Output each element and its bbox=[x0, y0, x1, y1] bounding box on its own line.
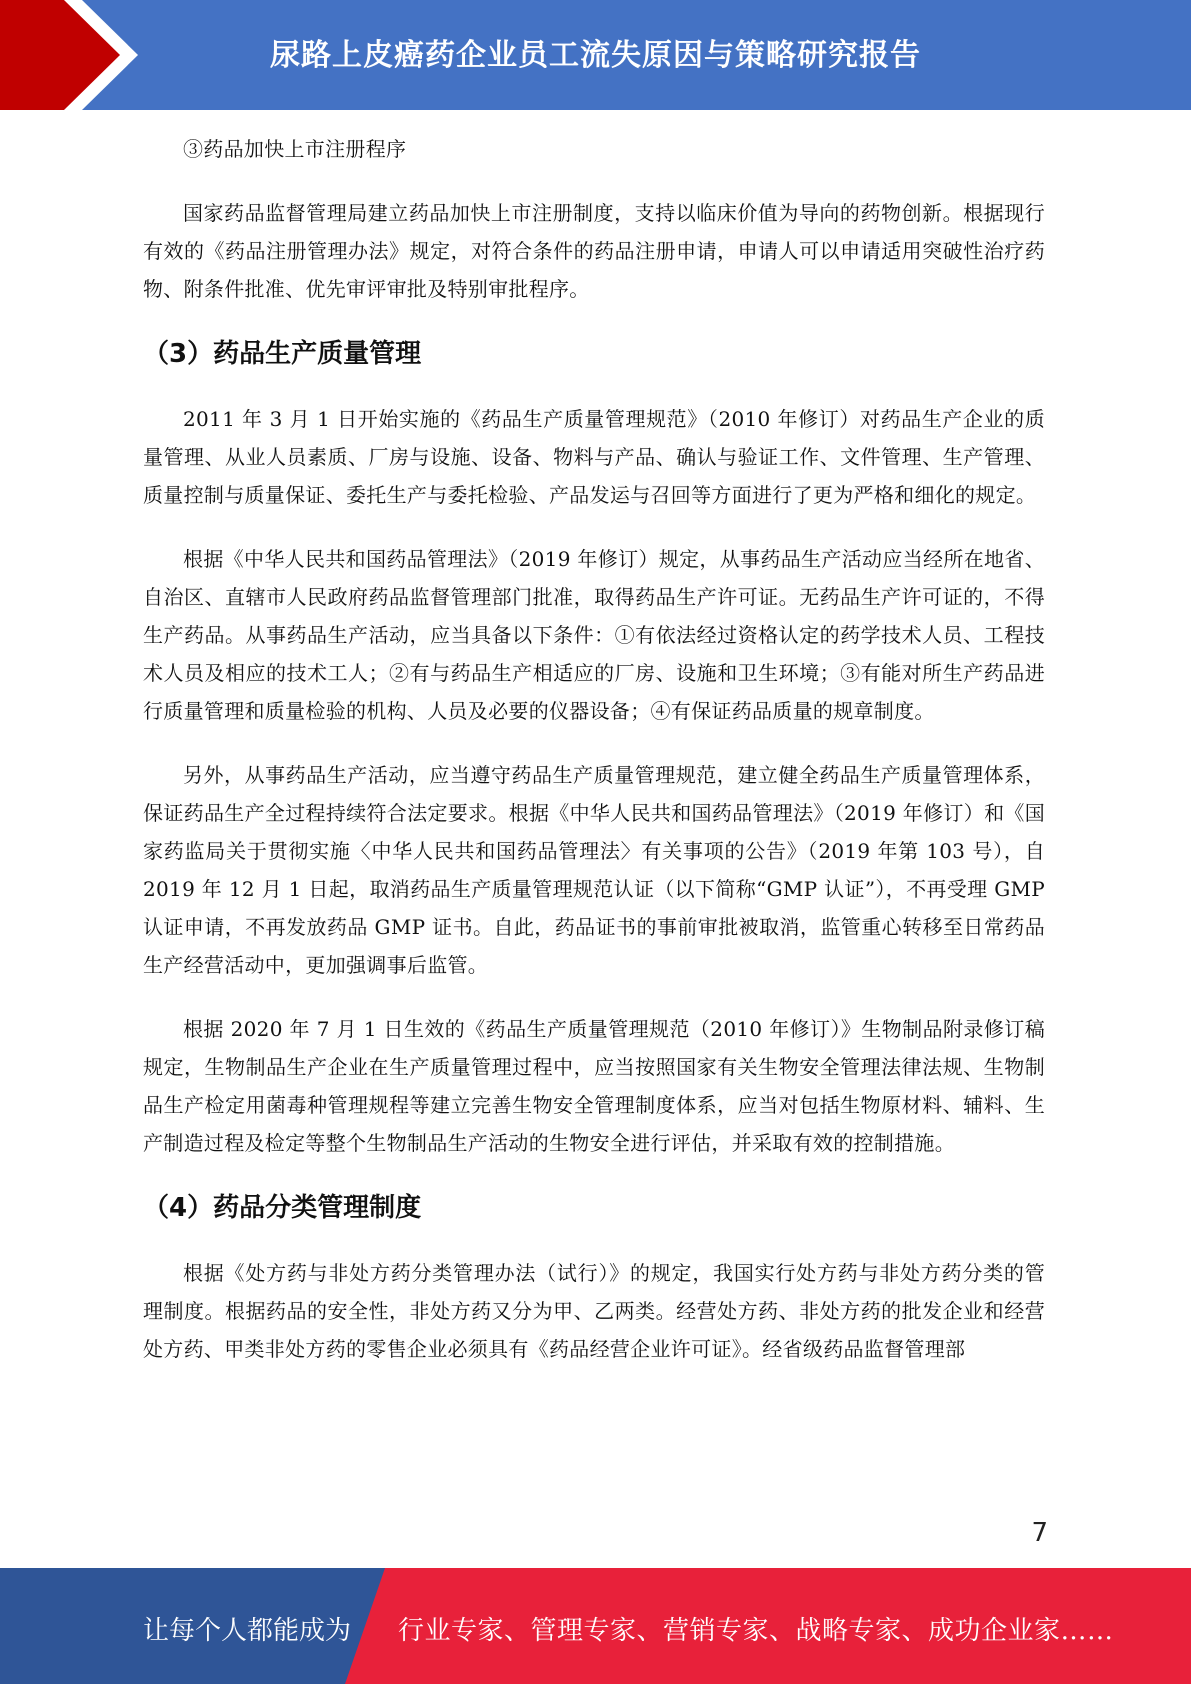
footer-slogan-left: 让每个人都能成为 bbox=[143, 1616, 352, 1646]
sub-heading-accelerated-registration: ③药品加快上市注册程序 bbox=[183, 137, 407, 161]
page-header bbox=[0, 0, 1191, 110]
page-footer bbox=[0, 1568, 1191, 1684]
page-number: 7 bbox=[1031, 1518, 1048, 1548]
paragraph-gmp-4: 根据 2020 年 7 月 1 日生效的《药品生产质量管理规范（2010 年修订）》生物制品附录修订稿规定，生物制品生产企业在生产质量管理过程中，应当按照国家有关生物安全管理法律法规、生物制品生产检定用菌毒种管理规程等建立完善生物安全管理制度体系，应当对包括生物原材料、辅料、生产制造过程及检定等整个生物制品生产活动的生物安全进行评估，并采取有效的控制措施。 bbox=[143, 1017, 1045, 1155]
section-heading-4: （4）药品分类管理制度 bbox=[143, 1193, 422, 1223]
header-chevron-decoration bbox=[0, 0, 140, 110]
paragraph-accelerated-registration: 国家药品监督管理局建立药品加快上市注册制度，支持以临床价值为导向的药物创新。根据现行有效的《药品注册管理办法》规定，对符合条件的药品注册申请，申请人可以申请适用突破性治疗药物、附条件批准、优先审评审批及特别审批程序。 bbox=[143, 201, 1045, 301]
report-title: 尿路上皮癌药企业员工流失原因与策略研究报告 bbox=[270, 38, 921, 73]
footer-slogan-right: 行业专家、管理专家、营销专家、战略专家、成功企业家…… bbox=[398, 1616, 1114, 1646]
paragraph-gmp-1: 2011 年 3 月 1 日开始实施的《药品生产质量管理规范》（2010 年修订）对药品生产企业的质量管理、从业人员素质、厂房与设施、设备、物料与产品、确认与验证工作、文件管理、生产管理、质量控制与质量保证、委托生产与委托检验、产品发运与召回等方面进行了更为严格和细化的规定。 bbox=[143, 407, 1045, 507]
paragraph-gmp-2: 根据《中华人民共和国药品管理法》（2019 年修订）规定，从事药品生产活动应当经所在地省、自治区、直辖市人民政府药品监督管理部门批准，取得药品生产许可证。无药品生产许可证的，不得生产药品。从事药品生产活动，应当具备以下条件：①有依法经过资格认定的药学技术人员、工程技术人员及相应的技术工人；②有与药品生产相适应的厂房、设施和卫生环境；③有能对所生产药品进行质量管理和质量检验的机构、人员及必要的仪器设备；④有保证药品质量的规章制度。 bbox=[143, 547, 1045, 723]
paragraph-gmp-3: 另外，从事药品生产活动，应当遵守药品生产质量管理规范，建立健全药品生产质量管理体系，保证药品生产全过程持续符合法定要求。根据《中华人民共和国药品管理法》（2019 年修订）和《国家药监局关于贯彻实施〈中华人民共和国药品管理法〉有关事项的公告》（2019 年第 103 号），自 2019 年 12 月 1 日起，取消药品生产质量管理规范认证（以下简称“GMP 认证”），不再受理 GMP 认证申请，不再发放药品 GMP 证书。自此，药品证书的事前审批被取消，监管重心转移至日常药品生产经营活动中，更加强调事后监管。 bbox=[143, 763, 1045, 977]
document-body bbox=[143, 130, 1045, 1368]
section-heading-3: （3）药品生产质量管理 bbox=[143, 339, 422, 369]
paragraph-drug-classification: 根据《处方药与非处方药分类管理办法（试行）》的规定，我国实行处方药与非处方药分类的管理制度。根据药品的安全性，非处方药又分为甲、乙两类。经营处方药、非处方药的批发企业和经营处方药、甲类非处方药的零售企业必须具有《药品经营企业许可证》。经省级药品监督管理部 bbox=[143, 1261, 1045, 1361]
